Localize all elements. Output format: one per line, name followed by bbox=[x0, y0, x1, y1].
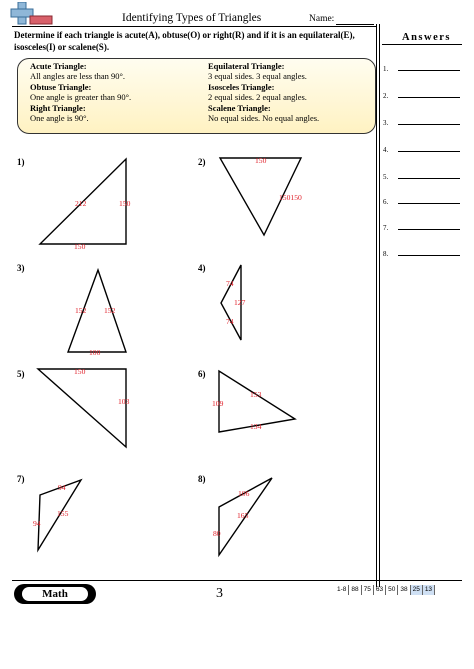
right-text: One angle is 90°. bbox=[30, 113, 89, 124]
acute-title: Acute Triangle: bbox=[30, 61, 87, 71]
problem-number-7: 7) bbox=[17, 474, 25, 484]
problem-number-8: 8) bbox=[198, 474, 206, 484]
answer-number: 6. bbox=[383, 198, 389, 206]
triangle-5 bbox=[38, 369, 126, 447]
angle-label: 103 bbox=[118, 397, 130, 406]
answer-number: 8. bbox=[383, 250, 389, 258]
problem-number-6: 6) bbox=[198, 369, 206, 379]
angle-label: 152 bbox=[104, 306, 116, 315]
answer-number: 4. bbox=[383, 146, 389, 154]
angle-label: 212 bbox=[75, 199, 87, 208]
instructions: Determine if each triangle is acute(A), obtuse(O) or right(R) and if it is an equilateral(E), isosceles(I) or scalene(S). bbox=[14, 30, 355, 52]
isosceles-title: Isosceles Triangle: bbox=[208, 81, 275, 92]
angle-label: 150 bbox=[119, 199, 131, 208]
problem-number-2: 2) bbox=[198, 157, 206, 167]
angle-label: 153 bbox=[250, 390, 262, 399]
scalene-title: Scalene Triangle: bbox=[208, 102, 271, 113]
scalene-text: No equal sides. No equal angles. bbox=[208, 113, 320, 124]
angle-label: 106 bbox=[238, 489, 250, 498]
angle-label: 94 bbox=[58, 483, 66, 492]
answer-number: 2. bbox=[383, 92, 389, 100]
answer-number: 5. bbox=[383, 173, 389, 181]
angle-label: 150 bbox=[255, 156, 267, 165]
angle-label: 134 bbox=[250, 422, 262, 431]
angle-label: 150 bbox=[74, 367, 86, 376]
worksheet-title: Identifying Types of Triangles bbox=[122, 12, 262, 24]
angle-label: 150 bbox=[74, 242, 86, 251]
score-cell: 38 bbox=[398, 585, 410, 595]
score-cell: 25 bbox=[411, 585, 423, 595]
page-number: 3 bbox=[216, 586, 223, 601]
score-cell: 63 bbox=[374, 585, 386, 595]
footer-divider bbox=[12, 580, 462, 581]
score-cell: 13 bbox=[423, 585, 435, 595]
subject-label: Math bbox=[22, 587, 88, 601]
angle-label: 165 bbox=[237, 511, 249, 520]
angle-label: 155 bbox=[57, 509, 69, 518]
score-range: 1-8 bbox=[335, 585, 349, 595]
answer-number: 7. bbox=[383, 224, 389, 232]
answer-number: 1. bbox=[383, 65, 389, 73]
angle-label: 127 bbox=[234, 298, 246, 307]
acute-text: All angles are less than 90°. bbox=[30, 71, 125, 82]
problem-number-5: 5) bbox=[17, 369, 25, 379]
angle-label: 74 bbox=[226, 279, 234, 288]
angle-label: 80 bbox=[213, 529, 221, 538]
angle-label: 109 bbox=[212, 399, 224, 408]
angle-label: 150150 bbox=[279, 193, 302, 202]
isosceles-text: 2 equal sides. 2 equal angles. bbox=[208, 92, 307, 103]
angle-label: 74 bbox=[226, 317, 234, 326]
angle-label: 152 bbox=[75, 306, 87, 315]
right-title: Right Triangle: bbox=[30, 102, 86, 113]
angle-label: 94 bbox=[33, 519, 41, 528]
score-cell: 88 bbox=[349, 585, 361, 595]
problem-number-1: 1) bbox=[17, 157, 25, 167]
obtuse-title: Obtuse Triangle: bbox=[30, 81, 92, 92]
equilateral-title: Equilateral Triangle: bbox=[208, 61, 285, 71]
equilateral-text: 3 equal sides. 3 equal angles. bbox=[208, 71, 307, 82]
answers-title: Answers bbox=[402, 32, 451, 43]
problem-number-3: 3) bbox=[17, 263, 25, 273]
problem-number-4: 4) bbox=[198, 263, 206, 273]
score-table bbox=[335, 585, 435, 595]
answer-number: 3. bbox=[383, 119, 389, 127]
obtuse-text: One angle is greater than 90°. bbox=[30, 92, 132, 103]
score-cell: 75 bbox=[362, 585, 374, 595]
score-cell: 50 bbox=[386, 585, 398, 595]
name-label: Name: bbox=[309, 14, 335, 24]
angle-label: 100 bbox=[89, 348, 101, 357]
